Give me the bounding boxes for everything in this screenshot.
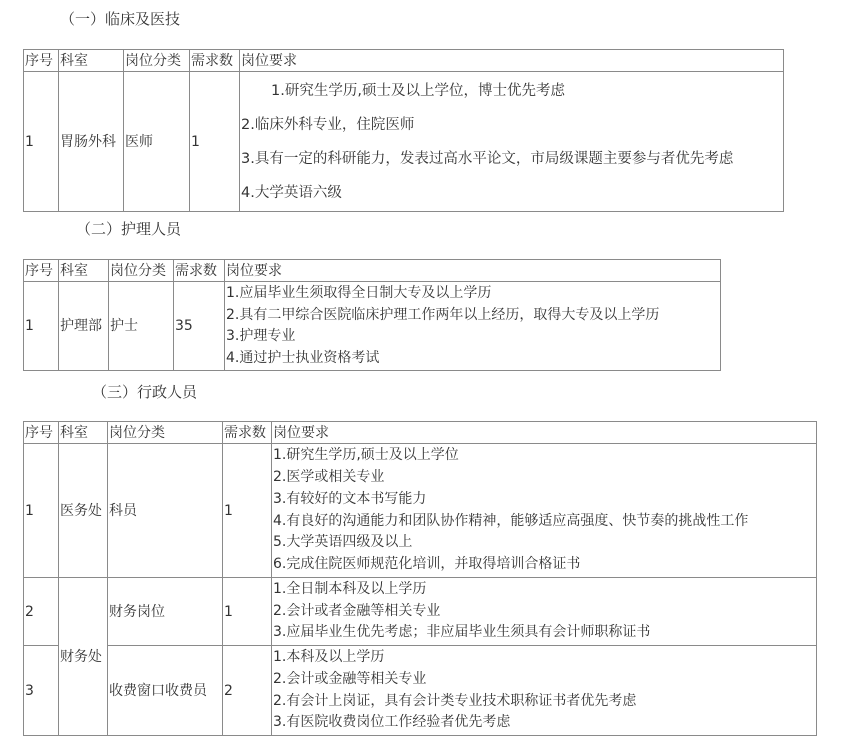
cell-requirements [272, 444, 817, 578]
clinical-table [23, 49, 784, 212]
cell-requirements [272, 578, 817, 646]
table-row [24, 444, 817, 578]
requirement-line: 2.有会计上岗证，具有会计类专业技术职称证书者优先考虑 [273, 692, 637, 709]
requirement-line: 3.应届毕业生优先考虑；非应届毕业生须具有会计师职称证书 [273, 624, 651, 641]
cell-requirements [225, 282, 721, 371]
table-header-row [24, 260, 721, 282]
requirement-line: 1.研究生学历,硕士及以上学位，博士优先考虑 [271, 82, 565, 99]
cell-no: 1 [24, 444, 59, 578]
header-dept: 科室 [59, 50, 124, 72]
header-count: 需求数 [174, 260, 225, 282]
cell-dept: 财务处 [59, 578, 108, 736]
table-row [24, 282, 721, 371]
requirement-line: 1.应届毕业生须取得全日制大专及以上学历 [226, 285, 492, 301]
table-header-row [24, 50, 784, 72]
requirement-line: 3.具有一定的科研能力，发表过高水平论文，市局级课题主要参与者优先考虑 [241, 150, 734, 167]
header-category: 岗位分类 [124, 50, 190, 72]
section-title-nursing: （二）护理人员 [76, 220, 182, 238]
section-title-clinical: （一）临床及医技 [60, 10, 181, 28]
cell-count: 35 [174, 282, 225, 371]
header-category: 岗位分类 [108, 422, 223, 444]
table-row [24, 646, 817, 736]
cell-requirements [240, 72, 784, 212]
cell-count: 2 [223, 646, 272, 736]
cell-requirements [272, 646, 817, 736]
requirement-line: 1.研究生学历,硕士及以上学位 [273, 447, 459, 464]
header-no: 序号 [24, 50, 59, 72]
cell-no: 3 [24, 646, 59, 736]
requirement-line: 2.具有二甲综合医院临床护理工作两年以上经历，取得大专及以上学历 [226, 306, 660, 323]
header-requirements: 岗位要求 [272, 422, 817, 444]
header-no: 序号 [24, 422, 59, 444]
table-row [24, 578, 817, 646]
requirement-line: 4.通过护士执业资格考试 [226, 349, 380, 366]
header-dept: 科室 [59, 422, 108, 444]
requirement-line: 4.大学英语六级 [241, 184, 342, 201]
table-header-row [24, 422, 817, 444]
header-requirements: 岗位要求 [225, 260, 721, 282]
administrative-table [23, 421, 817, 736]
cell-category: 护士 [109, 282, 174, 371]
nursing-table [23, 259, 721, 371]
requirement-line: 5.大学英语四级及以上 [273, 534, 413, 551]
header-no: 序号 [24, 260, 59, 282]
requirement-line: 3.护理专业 [226, 328, 296, 344]
cell-dept: 医务处 [59, 444, 108, 578]
requirement-line: 2.临床外科专业，住院医师 [241, 116, 415, 133]
header-count: 需求数 [223, 422, 272, 444]
header-count: 需求数 [190, 50, 240, 72]
cell-dept: 护理部 [59, 282, 109, 371]
cell-dept: 胃肠外科 [59, 72, 124, 212]
cell-no: 2 [24, 578, 59, 646]
requirement-line: 3.有医院收费岗位工作经验者优先考虑 [273, 714, 511, 731]
requirement-line: 3.有较好的文本书写能力 [273, 490, 427, 507]
header-requirements: 岗位要求 [240, 50, 784, 72]
requirement-line: 6.完成住院医师规范化培训，并取得培训合格证书 [273, 556, 581, 573]
section-title-administrative: （三）行政人员 [92, 383, 198, 401]
requirement-line: 1.全日制本科及以上学历 [273, 580, 427, 597]
cell-no: 1 [24, 72, 59, 212]
cell-category: 科员 [108, 444, 223, 578]
cell-category: 医师 [124, 72, 190, 212]
cell-count: 1 [223, 578, 272, 646]
cell-category: 收费窗口收费员 [108, 646, 223, 736]
header-category: 岗位分类 [109, 260, 174, 282]
cell-no: 1 [24, 282, 59, 371]
header-dept: 科室 [59, 260, 109, 282]
table-row [24, 72, 784, 212]
requirement-line: 1.本科及以上学历 [273, 648, 385, 665]
requirement-line: 2.医学或相关专业 [273, 468, 385, 485]
requirement-line: 2.会计或金融等相关专业 [273, 670, 427, 687]
requirement-line: 2.会计或者金融等相关专业 [273, 602, 441, 619]
cell-category: 财务岗位 [108, 578, 223, 646]
cell-count: 1 [223, 444, 272, 578]
requirement-line: 4.有良好的沟通能力和团队协作精神，能够适应高强度、快节奏的挑战性工作 [273, 512, 749, 529]
cell-count: 1 [190, 72, 240, 212]
